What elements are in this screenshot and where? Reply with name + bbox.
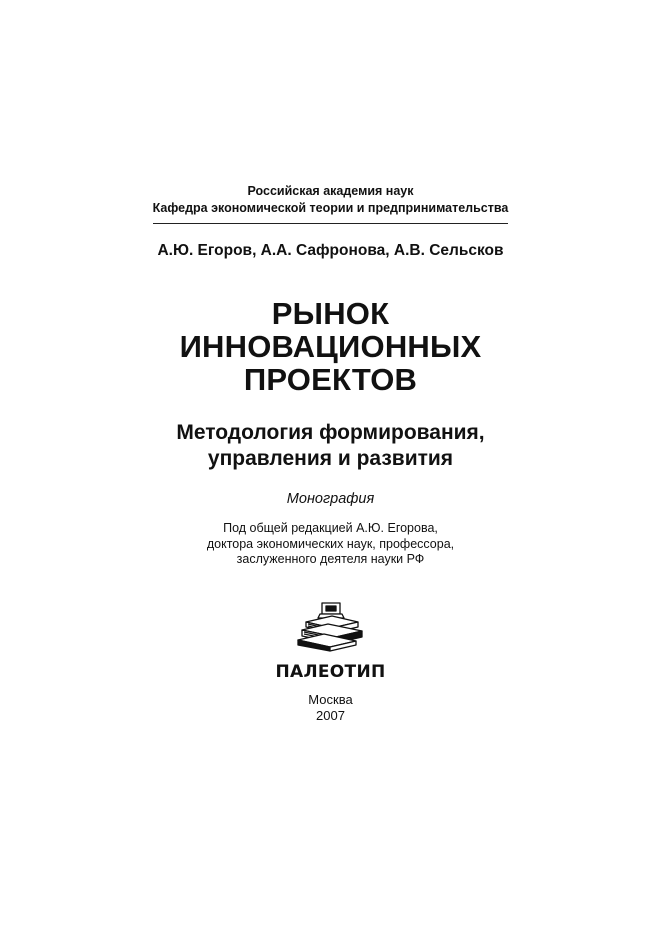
organization-header bbox=[0, 183, 661, 217]
imprint bbox=[0, 692, 661, 723]
editor-credit-line-3: заслуженного деятеля науки РФ bbox=[236, 552, 425, 566]
book-title-line-1: РЫНОК bbox=[271, 296, 390, 331]
imprint-city: Москва bbox=[308, 692, 353, 707]
books-stack-logo-icon bbox=[294, 600, 370, 652]
editor-credit bbox=[0, 521, 661, 568]
book-title-line-2: ИННОВАЦИОННЫХ bbox=[179, 329, 482, 364]
editor-credit-line-1: Под общей редакцией А.Ю. Егорова, bbox=[223, 521, 438, 535]
publisher-name: ПАЛЕОТИП bbox=[275, 662, 386, 682]
book-subtitle bbox=[0, 420, 661, 472]
book-subtitle-line-1: Методология формирования, bbox=[176, 421, 485, 444]
book-title-line-3: ПРОЕКТОВ bbox=[243, 362, 418, 397]
book-subtitle-line-2: управления и развития bbox=[207, 447, 454, 470]
book-title bbox=[0, 297, 661, 396]
academy-name: Российская академия наук bbox=[247, 184, 414, 198]
imprint-year: 2007 bbox=[316, 707, 345, 723]
header-divider bbox=[153, 223, 508, 224]
editor-credit-line-2: доктора экономических наук, профессора, bbox=[206, 536, 455, 551]
genre-label: Монография bbox=[286, 491, 375, 507]
department-name: Кафедра экономической теории и предпринимательства bbox=[152, 201, 509, 215]
authors: А.Ю. Егоров, А.А. Сафронова, А.В. Сельсков bbox=[157, 242, 504, 259]
